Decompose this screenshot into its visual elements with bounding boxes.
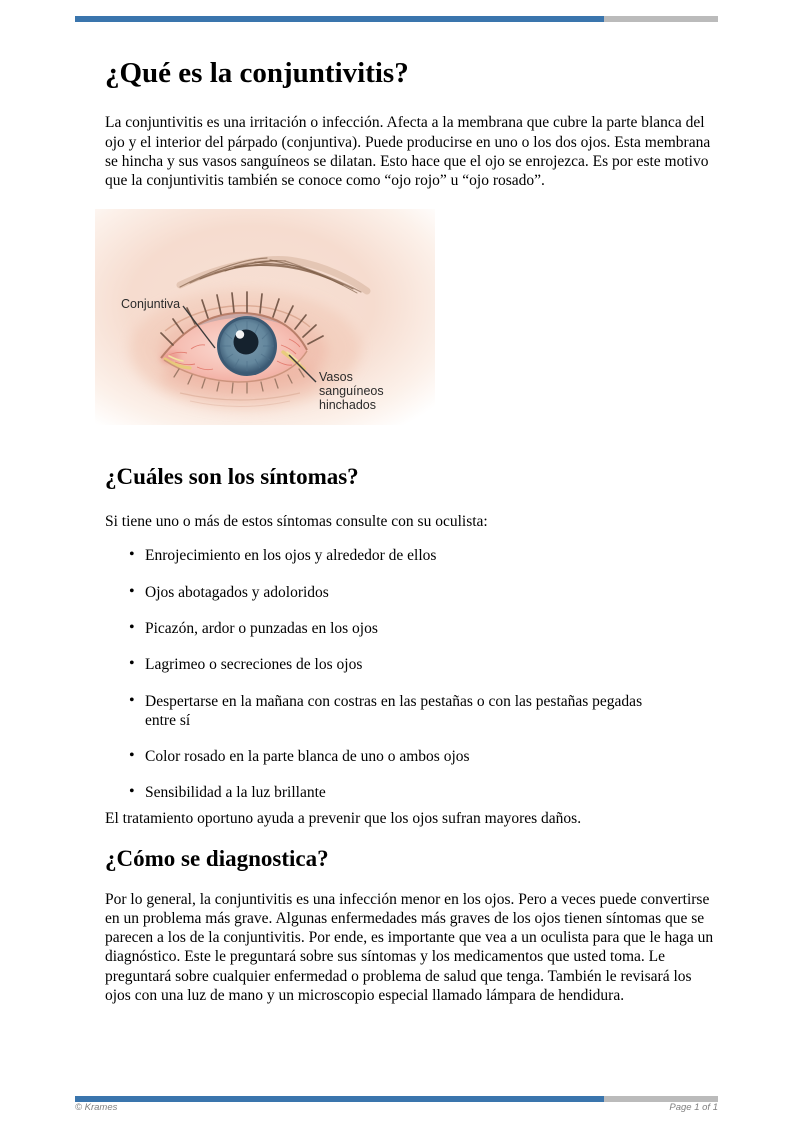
diagnosis-paragraph: Por lo general, la conjuntivitis es una infección menor en los ojos. Pero a veces puede convertirse en un problema más grave. Algunas enfermedades más graves de los ojos tienen síntomas que se parecen a los de la conjuntivitis. Por ende, es importante que vea a un oculista para que le haga un diagnóstico. Este le preguntará sobre sus síntomas y los medicamentos que usted toma. Le preguntará sobre cualquier enfermedad o problema de salud que tenga. También le revisará los ojos con una luz de mano y un microscopio especial llamado lámpara de hendidura. [105, 890, 714, 1004]
symptoms-heading: ¿Cuáles son los síntomas? [105, 463, 359, 489]
eye-illustration [95, 209, 435, 425]
footer-row [75, 1102, 718, 1114]
symptom-item: • Lagrimeo o secreciones de los ojos [105, 655, 690, 674]
page-number: Page 1 of 1 [669, 1102, 718, 1113]
conjunctiva-label: Conjuntiva [121, 296, 181, 311]
symptom-list [105, 546, 718, 802]
diagnosis-heading: ¿Cómo se diagnostica? [105, 846, 329, 872]
symptom-item: • Despertarse en la mañana con costras en las pestañas o con las pestañas pegadas entre sí [105, 692, 650, 731]
symptom-item: • Color rosado en la parte blanca de uno o ambos ojos [105, 747, 690, 766]
symptom-item: • Enrojecimiento en los ojos y alrededor de ellos [105, 546, 690, 565]
symptom-item: • Sensibilidad a la luz brillante [105, 783, 690, 802]
symptom-item: • Ojos abotagados y adoloridos [105, 583, 690, 602]
symptoms-lead: Si tiene uno o más de estos síntomas consulte con su oculista: [105, 513, 488, 531]
intro-paragraph: La conjuntivitis es una irritación o infección. Afecta a la membrana que cubre la parte blanca del ojo y el interior del párpado (conjuntiva). Puede producirse en uno o los dos ojos. Esta membrana se hincha y sus vasos sanguíneos se dilatan. Esto hace que el ojo se enrojezca. Es por este motivo que la conjuntivitis también se conoce como “ojo rojo” u “ojo rosado”. [105, 114, 711, 190]
document-content [105, 0, 718, 1005]
symptom-item: • Picazón, ardor o punzadas en los ojos [105, 619, 690, 638]
copyright-text: © Krames [75, 1102, 118, 1113]
page-title: ¿Qué es la conjuntivitis? [105, 57, 409, 89]
swollen-vessels-label: Vasos sanguíneos hinchados [319, 369, 384, 412]
treatment-note: El tratamiento oportuno ayuda a prevenir que los ojos sufran mayores daños. [105, 809, 582, 827]
